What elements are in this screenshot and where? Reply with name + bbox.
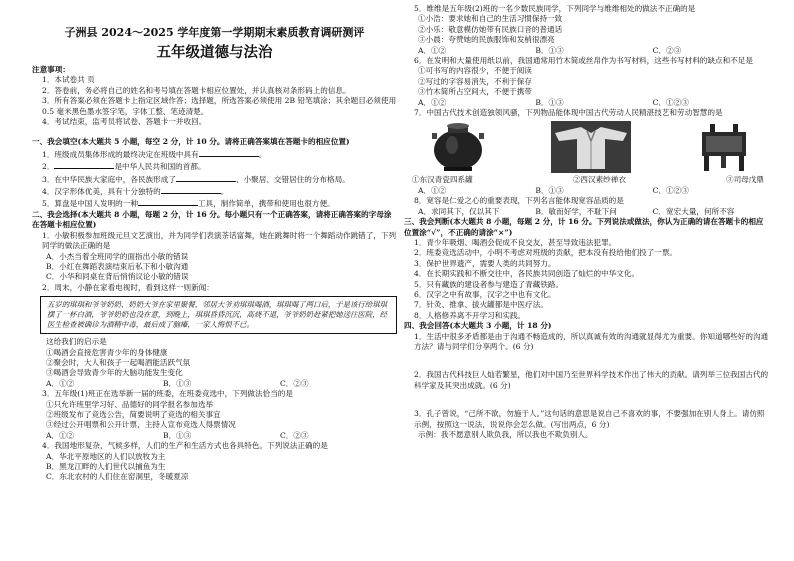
choice-option: A．华北平原地区的人们以放牧为主 (46, 451, 166, 461)
note-item: 3．所有答案必须在答题卡上指定区域作答；选择题，所选答案必须使用 2B 铅笔填涂；其余题目必须使用 0.5 毫米黑色墨水签字笔，字体工整、笔迹清楚。 (42, 96, 397, 116)
artifact-caption: ②西汉素纱禅衣 (572, 175, 626, 185)
choice-item: ③经过公开唱票和公开计票，主持人宣布竞选人得票情况 (46, 420, 236, 430)
judge-item: 7．针灸、推拿、拔火罐都是中医疗法。 (414, 300, 548, 310)
choice-item: ②小乐：敬意模仿她带有民族口音的普通话 (418, 24, 563, 34)
section2-title: 二、我会选择(本大题共 8 小题，每题 2 分，计 16 分。每小题只有一个正确答案，请将正确答案的字母涂在答题卡相应位置) (32, 209, 392, 230)
news-story-box: 五岁的琪琪和爷爷奶奶、奶奶大爷在家里聚餐，邻居大爷劝琪琪喝酒，琪琪喝了两口后，于是该行给琪琪摆了一杯白酒，爷爷奶奶也没在意，到晚上，琪琪昏昏沉沉，高烧不退，爷爷奶奶赶紧把她送往医院，经医生检查被确诊为酒精中毒，最后成了脑瘫，一家人悔恨不已。 (40, 296, 397, 334)
note-item: 4．考试结束，监考员将试卷、答题卡一并收回。 (42, 117, 207, 127)
artifact-caption: ①东汉青瓷四系罐 (412, 175, 473, 185)
choice-options-row: A．①② B．①③ C．②③ (418, 45, 682, 55)
judge-item: 4．在长期实践和不断交往中，各民族共同创造了灿烂的中华文化。 (414, 269, 640, 279)
choice-question: 5．维维是五年级(2)班的一名少数民族同学，下列同学与维维相处的做法不正确的是 (414, 4, 696, 13)
choice-question: 2．周末，小静在家看电视时，看到这样一则新闻： (42, 282, 214, 292)
judge-item: 2．班委竞选活动中，小明不考虑对班级的贡献，把本没有投给他们投了一票。 (414, 248, 678, 258)
fill-question: 1．班级成员集体形成的最终决定在班级中具有 。 (42, 149, 267, 159)
choice-option: A．小杰当着全班同学的面指出小敏的错误 (46, 251, 189, 261)
judge-item: 5．只有藏族的建设者参与建造了青藏铁路。 (414, 279, 564, 289)
exam-title: 子洲县 2024～2025 学年度第一学期期末素质教育调研测评 (64, 26, 365, 39)
choice-question: 7．中国古代技术创造独领风骚，下列物品能体现中国古代劳动人民精湛技艺和劳动智慧的是 (414, 108, 723, 118)
fill-question: 2． 是中华人民共和国的首都。 (42, 162, 206, 172)
choice-option: B．黑龙江畔的人们世代以捕鱼为生 (46, 462, 166, 471)
choice-question: 8．宽容是仁爱之心的重要表现，下列名言能体现宽容品质的是 (414, 196, 624, 206)
notes-title: 注意事项： (32, 65, 70, 74)
choice-item: ③喝酒会导致青少年的大脑功能发生变化 (46, 368, 183, 378)
answer-question: 2．我国古代科技巨人灿若繁星，他们对中国乃至世界科学技术作出了伟大的贡献。请列举三位我国古代的科学家及其突出成就。(6 分) (414, 370, 769, 390)
fill-question: 5．算盘是中国人发明的一种 工具，制作简单，携带和使用也很方便。 (42, 199, 335, 209)
silk-robe-image (551, 121, 631, 173)
fill-question: 4．汉字形体优美，具有十分独特的 。 (42, 187, 229, 197)
choice-item: ③竹木简所占空间大，不便于携带 (418, 87, 532, 97)
choice-item: ①可书写的内容很少，不便于阅读 (418, 66, 532, 76)
choice-options-row: A．①② B．①③ C．①②③ (418, 185, 689, 195)
pottery-jar-image (418, 121, 498, 173)
choice-options-row: A．①② B．①③ C．②③ (46, 430, 309, 440)
choice-option: B．小红在舞蹈表演结束后私下和小敏沟通 (46, 261, 189, 271)
answer-example: 示例：我不愿意别人欺负我，所以我也不欺负别人。 (418, 430, 593, 439)
subject-title: 五年级道德与法治 (156, 44, 273, 61)
right-column (404, 4, 770, 440)
judge-item: 1．青少年吸烟、喝酒会促成不良交友，甚至导致违法犯罪。 (414, 237, 617, 247)
section1-title: 一、我会填空(本大题共 5 小题，每空 2 分，计 10 分。请将正确答案填在答题卡的相应位置) (32, 137, 350, 147)
bronze-ding-image (684, 121, 764, 173)
judge-item: 6．汉字之中有故事，汉字之中也有文化。 (414, 289, 556, 299)
choice-item: ②写过的字容易消失，不利于保存 (418, 76, 532, 86)
choice-question: 3．五年级(1)班正在选举新一届的班委，在班委竞选中，下列做法恰当的是 (42, 389, 293, 399)
choice-option: C．小华和同桌在背后悄悄议论小敏的错误 (46, 272, 189, 282)
choice-item: ②聚会时，大人和孩子一起喝酒能活跃气氛 (46, 357, 191, 367)
left-column (32, 0, 397, 483)
choice-prompt: 这给我们的启示是 (46, 337, 107, 347)
choice-options-row: A．求同其下，仅以其下 B．敏而好学，不耻下问 C．宽宏大量，何所不容 (418, 206, 735, 216)
choice-question: 1．小敏积极参加班级元旦文艺演出，并为同学们表演茶话富舞，她在跳舞时将一个舞蹈动作跳错了，下列同学的做法正确的是 (42, 230, 397, 251)
note-item: 1．本试卷共 页 (42, 75, 95, 85)
choice-question: 4．我国地形复杂，气候多样，人们的生产和生活方式也各具特色。下列说法正确的是 (42, 441, 328, 451)
choice-options-row: A．①② B．①③ C．①②③ (418, 97, 689, 107)
fill-question: 3．在中华民族大家庭中，各民族形成了 、小聚居、交错居住的分布格局。 (42, 174, 350, 184)
note-item: 2．答卷前，务必将自己的姓名和考号填在答题卡相应位置处，并认真核对条形码上的信息。 (42, 85, 351, 95)
choice-item: ③小晨：夸赞她的民族服饰和发梢很漂亮 (418, 35, 555, 45)
choice-option: C．东北农村的人们住在窑洞里，冬暖夏凉 (46, 472, 189, 482)
answer-question: 3．孔子曾说，“己所不欲，勿施于人。”这句话的意思是说自己不喜欢的事，不要强加在别人身上。请仿照示例，按照这一说法，说说你会怎么做。(写出两点，6 分) (414, 409, 765, 429)
section4-title: 四、我会回答(本大题共 3 小题，计 18 分) (404, 321, 552, 331)
choice-options-row: A．①② B．①③ C．②③ (46, 378, 309, 388)
judge-item: 8．人格修养离不开学习和实践。 (414, 310, 526, 320)
answer-question: 1．生活中很多矛盾都是由于沟通不畅造成的，所以真诚有效的沟通就显得尤为重要。你知道哪些好的沟通方法？请与同学们分享两个。(6 分) (414, 331, 769, 351)
artifact-images (418, 121, 764, 173)
choice-item: ①小浩：要求她和自己的生活习惯保持一致 (418, 14, 563, 24)
judge-item: 3．保护世界遗产，需要人类的共同努力。 (414, 258, 556, 268)
choice-question: 6．在发明和大量使用纸以前，我国通常用竹木简或丝帛作为书写材料，这些书写材料的缺点和不足是 (414, 56, 753, 66)
choice-item: ①喝酒会直接危害青少年的身体健康 (46, 347, 168, 357)
section3-title: 三、我会判断(本大题共 8 小题，每题 2 分，计 16 分。下列说法或做法，你认为正确的请在答题卡的相应位置涂“√”，不正确的请涂“×”) (404, 217, 764, 237)
artifact-caption: ③司母戊鼎 (726, 175, 764, 185)
artifact-captions (412, 175, 764, 185)
choice-item: ②班级发布了竞选公告，简要说明了竞选的相关事宜 (46, 409, 221, 419)
choice-item: ①只允许班里学习好、品德好的同学报名参加选举 (46, 399, 214, 409)
